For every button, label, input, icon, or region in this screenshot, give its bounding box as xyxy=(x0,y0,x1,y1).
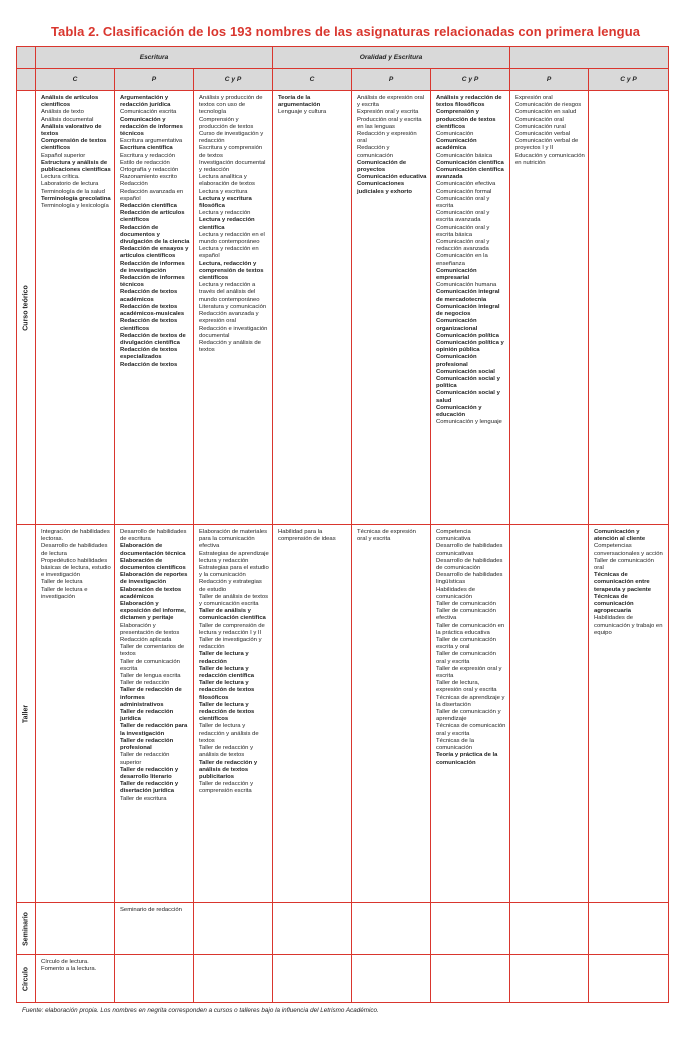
subject-name: Competencias conversacionales y acción xyxy=(594,543,663,557)
subject-name: Taller de redacción xyxy=(120,680,170,687)
subject-name: Comunicación en la enseñanza xyxy=(436,253,488,267)
table-cell xyxy=(273,91,352,525)
subject-name: Taller de investigación y redacción xyxy=(199,637,262,651)
table-cell xyxy=(36,955,115,1003)
subject-name: Comunicaciones judiciales y exhorto xyxy=(357,181,413,195)
subject-name: Redacción científica xyxy=(120,203,177,210)
table-cell xyxy=(510,525,589,903)
subject-name: Redacción de textos de divulgación científica xyxy=(120,332,186,346)
subject-name: Taller de redacción jurídica xyxy=(120,709,174,723)
subject-name: Comunicación integral de mercadotecnia xyxy=(436,289,500,303)
subject-name: Lectura y redacción en español xyxy=(199,246,259,260)
subject-name: Estrategias de aprendizaje lectura y redacción xyxy=(199,550,269,564)
row-label-cell xyxy=(17,903,36,955)
group-header-escritura: Escritura xyxy=(36,47,273,69)
subject-name: Comunicación profesional xyxy=(436,354,477,368)
subject-name: Comunicación social y salud xyxy=(436,390,500,404)
subject-name: Comunicación social xyxy=(436,368,495,375)
subject-name: Literatura y comunicación xyxy=(199,303,267,310)
subject-name: Desarrollo de habilidades de lectura xyxy=(41,543,108,557)
subject-name: Seminario de redacción xyxy=(120,907,182,913)
subject-name: Elaboración y exposición del informe, dictamen y peritaje xyxy=(120,601,186,622)
subject-name: Integración de habilidades lectoras. xyxy=(41,529,110,543)
table-row xyxy=(17,525,669,903)
subject-name: Redacción de informes técnicos xyxy=(120,275,185,289)
classification-table xyxy=(16,46,668,1002)
table-cell xyxy=(194,525,273,903)
subject-name: Redacción de ensayos y artículos científicos xyxy=(120,246,189,260)
subject-name: Taller de lectura y redacción de textos filosóficos xyxy=(199,680,255,701)
subject-name: Técnicas de comunicación entre terapeuta y paciente xyxy=(594,572,651,593)
subheader: P xyxy=(510,69,589,91)
subject-name: Redacción de textos especializados xyxy=(120,347,178,361)
corner-cell xyxy=(17,69,36,91)
subject-name: Laboratorio de lectura xyxy=(41,181,99,188)
subject-name: Taller de redacción profesional xyxy=(120,737,174,752)
subject-name: Redacción y análisis de textos xyxy=(199,339,261,354)
table-cell xyxy=(431,955,510,1003)
subject-name: Redacción de informes de investigación xyxy=(120,260,185,274)
subject-name: Lectura y escritura xyxy=(199,188,248,195)
subject-name: Comunicación científica avanzada xyxy=(436,167,504,181)
subject-name: Lectura y escritura filosófica xyxy=(199,195,252,210)
group-header-empty xyxy=(510,47,669,69)
table-cell xyxy=(352,525,431,903)
table-cell xyxy=(115,525,194,903)
subject-name: Redacción avanzada en español xyxy=(120,188,184,202)
subject-name: Comunicación educativa xyxy=(357,174,427,181)
subject-name: Taller de redacción y análisis de textos xyxy=(199,745,254,759)
table-cell xyxy=(431,91,510,525)
table-row xyxy=(17,91,669,525)
subject-name: Comunicación de proyectos xyxy=(357,159,407,174)
subject-name: Curso de investigación y redacción xyxy=(199,131,264,145)
subject-name: Escritura argumentativa xyxy=(120,138,183,145)
subject-name: Taller de comunicación en la práctica educativa xyxy=(436,622,505,636)
subject-name: Técnicas de comunicación oral y escrita xyxy=(436,723,506,737)
table-cell xyxy=(194,903,273,955)
table-cell xyxy=(352,91,431,525)
subject-name: Comprensión y producción de textos científicos xyxy=(436,109,496,130)
table-title: Tabla 2. Clasificación de los 193 nombres de las asignaturas relacionadas con primera lengua xyxy=(50,24,641,39)
subject-name: Comunicación y educación xyxy=(436,404,482,418)
subject-name: Análisis de expresión oral y escrita xyxy=(357,95,425,109)
subject-name: Comunicación humana xyxy=(436,282,497,289)
subject-name: Estructura y análisis de publicaciones científicas xyxy=(41,159,111,174)
subject-name: Redacción de textos científicos xyxy=(120,318,178,332)
subject-name: Técnicas de comunicación agropecuaria xyxy=(594,593,634,615)
subject-name: Taller de redacción y disertación jurídica xyxy=(120,781,179,795)
table-cell xyxy=(589,903,669,955)
subject-name: Expresión oral y escrita xyxy=(357,109,419,116)
table-cell xyxy=(431,525,510,903)
subject-name: Análisis y redacción de textos filosóficos xyxy=(436,95,502,109)
subject-name: Comunicación y lenguaje xyxy=(436,419,502,426)
subject-name: Taller de lectura e investigación xyxy=(41,586,88,600)
subject-name: Taller de redacción y desarrollo literario xyxy=(120,766,179,780)
row-label: Seminario xyxy=(22,911,30,946)
table-cell xyxy=(589,955,669,1003)
subject-name: Comprensión de textos científicos xyxy=(41,138,107,152)
subject-name: Comunicación integral de negocios xyxy=(436,303,500,318)
subheader: C y P xyxy=(589,69,669,91)
subject-name: Comunicación organizacional xyxy=(436,318,478,332)
table-cell xyxy=(115,955,194,1003)
subject-name: Taller de comunicación escrita y oral xyxy=(436,637,496,651)
subheader: C xyxy=(273,69,352,91)
subject-name: Ortografía y redacción xyxy=(120,167,179,174)
subject-name: Comprensión y producción de textos xyxy=(199,116,254,130)
subject-name: Desarrollo de habilidades de escritura xyxy=(120,529,187,543)
subject-name: Habilidades de comunicación y trabajo en equipo xyxy=(594,615,663,636)
table-cell xyxy=(352,903,431,955)
subject-name: Producción oral y escrita en las lenguas xyxy=(357,116,422,130)
subject-name: Comunicación científica xyxy=(436,159,504,166)
subheader: C xyxy=(36,69,115,91)
row-label-cell xyxy=(17,955,36,1003)
subject-name: Taller de comunicación xyxy=(436,601,496,608)
subject-name: Escritura y comprensión de textos xyxy=(199,145,263,159)
subject-name: Taller de análisis de textos y comunicación escrita xyxy=(199,593,269,608)
table-cell xyxy=(273,525,352,903)
table-cell xyxy=(194,955,273,1003)
subject-name: Técnicas de la comunicación xyxy=(436,737,474,752)
subject-name: Fomento a la lectura. xyxy=(41,966,97,973)
subject-name: Elaboración y presentación de textos xyxy=(120,622,180,636)
subject-name: Taller de lengua escrita xyxy=(120,673,181,680)
subject-name: Técnicas de aprendizaje y la disertación xyxy=(436,694,505,708)
subject-name: Terminología grecolatina xyxy=(41,195,111,202)
table-cell xyxy=(510,91,589,525)
table-cell xyxy=(273,903,352,955)
table-cell xyxy=(115,903,194,955)
table-cell xyxy=(36,903,115,955)
subject-name: Comunicación de riesgos xyxy=(515,102,582,109)
subject-name: Español superior xyxy=(41,152,86,159)
subject-name: Comunicación formal xyxy=(436,188,492,195)
table-cell xyxy=(194,91,273,525)
subject-name: Técnicas de expresión oral y escrita xyxy=(357,529,416,543)
subject-name: Redacción y comunicación xyxy=(357,145,394,159)
subject-name: Análisis y producción de textos con uso de tecnología xyxy=(199,95,263,116)
subject-name: Propedéutico habilidades básicas de lectura, estudio e investigación xyxy=(41,557,111,579)
subject-name: Taller de redacción y análisis de textos publicitarios xyxy=(199,759,258,780)
subject-name: Comunicación política xyxy=(436,332,499,339)
subject-name: Elaboración de materiales para la comunicación efectiva xyxy=(199,529,268,550)
row-label: Taller xyxy=(22,704,30,723)
subject-name: Redacción aplicada xyxy=(120,637,172,644)
subject-name: Comunicación oral y escrita avanzada xyxy=(436,210,490,224)
table-row xyxy=(17,903,669,955)
subject-name: Comunicación rural xyxy=(515,123,566,130)
subject-name: Redacción de documentos y divulgación de la ciencia xyxy=(120,224,190,246)
subject-name: Redacción e investigación documental xyxy=(199,325,268,339)
subheader: C y P xyxy=(431,69,510,91)
table-cell xyxy=(273,955,352,1003)
subject-name: Círculo de lectura. xyxy=(41,959,89,965)
table-cell xyxy=(589,525,669,903)
subject-name: Taller de escritura xyxy=(120,795,167,802)
subject-name: Lectura y redacción a través del análisis del mundo contemporáneo xyxy=(199,282,260,303)
source-footnote: Fuente: elaboración propia. Los nombres en negrita corresponden a cursos o talleres bajo la influencia del Letrismo Académico. xyxy=(22,1007,379,1014)
subject-name: Comunicación y redacción de informes técnicos xyxy=(120,116,183,138)
table-cell xyxy=(510,903,589,955)
subject-name: Taller de redacción de informes administrativos xyxy=(120,687,182,708)
subject-name: Comunicación en salud xyxy=(515,109,577,116)
subject-name: Desarrollo de habilidades comunicativas xyxy=(436,543,503,557)
corner-cell xyxy=(17,47,36,69)
subject-name: Redacción de artículos científicos xyxy=(120,210,185,224)
subject-name: Taller de análisis y comunicación científica xyxy=(199,608,266,622)
table-cell xyxy=(352,955,431,1003)
subject-name: Taller de redacción y comprensión escrita xyxy=(199,781,254,795)
subject-name: Elaboración de textos académicos xyxy=(120,586,182,600)
subject-name: Comunicación oral y escrita básica xyxy=(436,224,490,238)
subject-name: Comunicación escrita xyxy=(120,109,177,116)
table-row xyxy=(17,955,669,1003)
subject-name: Lectura y redacción xyxy=(199,210,251,217)
subject-name: Comunicación oral y escrita xyxy=(436,195,490,210)
subject-name: Taller de redacción superior xyxy=(120,752,170,766)
subject-name: Comunicación efectiva xyxy=(436,181,496,188)
subject-name: Taller de comunicación oral y escrita xyxy=(436,651,496,665)
subject-name: Educación y comunicación en nutrición xyxy=(515,152,585,166)
subject-name: Taller de expresión oral y escrita xyxy=(436,665,502,680)
subject-name: Taller de lectura y redacción científica xyxy=(199,665,255,680)
subheader: C y P xyxy=(194,69,273,91)
row-label: Círculo xyxy=(22,966,30,991)
subject-name: Elaboración de documentación técnica xyxy=(120,543,186,557)
subject-name: Lectura y redacción en el mundo contemporáneo xyxy=(199,231,265,246)
table-cell xyxy=(36,91,115,525)
subject-name: Escritura científica xyxy=(120,145,173,152)
table-cell xyxy=(589,91,669,525)
subject-name: Argumentación y redacción jurídica xyxy=(120,95,171,109)
subject-name: Elaboración de reportes de investigación xyxy=(120,572,188,586)
subject-name: Escritura y redacción xyxy=(120,152,176,159)
subject-name: Redacción avanzada y expresión oral xyxy=(199,311,259,325)
subject-name: Taller de comunicación efectiva xyxy=(436,608,496,622)
subheader: P xyxy=(352,69,431,91)
subject-name: Desarrollo de habilidades lingüísticas xyxy=(436,572,503,586)
subject-name: Redacción de textos académicos xyxy=(120,289,178,303)
subject-name: Taller de lectura xyxy=(41,579,83,586)
subject-name: Teoría de la argumentación xyxy=(278,95,321,109)
subject-name: Habilidad para la comprensión de ideas xyxy=(278,529,336,543)
subject-name: Competencia comunicativa xyxy=(436,529,471,543)
subject-name: Taller de comunicación oral xyxy=(594,557,654,572)
row-label-cell xyxy=(17,525,36,903)
subject-name: Redacción de textos académicos-musicales xyxy=(120,303,185,318)
table-cell xyxy=(431,903,510,955)
table-cell xyxy=(115,91,194,525)
subject-name: Comunicación oral y redacción avanzada xyxy=(436,239,490,253)
subject-name: Redacción y expresión oral xyxy=(357,131,417,145)
subject-name: Análisis documental xyxy=(41,116,94,123)
subject-name: Lectura, redacción y comprensión de textos científicos xyxy=(199,260,264,282)
subject-name: Lectura y redacción científica xyxy=(199,217,255,231)
subject-name: Comunicación y atención al cliente xyxy=(594,529,646,543)
subject-name: Redacción de textos xyxy=(120,361,178,368)
subject-name: Análisis de artículos científicos xyxy=(41,95,99,109)
subject-name: Taller de comunicación escrita xyxy=(120,658,180,672)
subject-name: Lectura crítica. xyxy=(41,174,80,181)
subject-name: Expresión oral xyxy=(515,95,553,101)
subject-name: Desarrollo de habilidades de comunicación xyxy=(436,557,503,572)
subject-name: Taller de redacción para la investigación xyxy=(120,723,188,737)
subject-name: Redacción xyxy=(120,181,148,188)
subject-name: Comunicación básica xyxy=(436,152,493,159)
subject-name: Análisis de texto xyxy=(41,109,84,116)
subject-name: Comunicación verbal xyxy=(515,131,571,138)
subject-name: Terminología y lexicología xyxy=(41,203,109,210)
subject-name: Taller de comprensión de lectura y redacción I y II xyxy=(199,622,265,636)
subject-name: Comunicación verbal de proyectos I y II xyxy=(515,138,579,152)
subject-name: Taller de lectura, expresión oral y escrita xyxy=(436,680,497,694)
row-label: Curso teórico xyxy=(22,284,30,331)
table-cell xyxy=(510,955,589,1003)
subject-name: Taller de comunicación y aprendizaje xyxy=(436,709,501,723)
subject-name: Redacción y estrategias de estudio xyxy=(199,579,262,593)
group-header-oralidad-escritura: Oralidad y Escritura xyxy=(273,47,510,69)
table-cell xyxy=(36,525,115,903)
row-label-cell xyxy=(17,91,36,525)
subject-name: Comunicación académica xyxy=(436,138,477,152)
subject-name: Razonamiento escrito xyxy=(120,174,177,181)
subject-name: Lenguaje y cultura xyxy=(278,109,327,116)
subject-name: Taller de lectura y redacción y análisis de textos xyxy=(199,723,259,744)
subject-name: Comunicación social y política xyxy=(436,375,500,390)
subject-name: Taller de lectura y redacción de textos científicos xyxy=(199,701,255,723)
subject-name: Comunicación oral xyxy=(515,116,564,123)
subject-name: Investigación documental y redacción xyxy=(199,159,266,174)
subject-name: Taller de lectura y redacción xyxy=(199,651,249,665)
subject-name: Análisis valorativo de textos xyxy=(41,123,102,138)
subject-name: Elaboración de documentos científicos xyxy=(120,557,186,572)
subject-name: Habilidades de comunicación xyxy=(436,586,475,600)
subheader: P xyxy=(115,69,194,91)
subject-name: Comunicación política y opinión pública xyxy=(436,339,504,354)
subject-name: Estilo de redacción xyxy=(120,159,170,166)
subject-name: Comunicación xyxy=(436,131,474,138)
subject-name: Lectura analítica y elaboración de textos xyxy=(199,174,255,188)
subject-name: Taller de comentarios de textos xyxy=(120,644,185,658)
subject-name: Estrategias para el estudio y la comunicación xyxy=(199,565,269,579)
subject-name: Comunicación empresarial xyxy=(436,267,477,282)
subject-name: Teoría y práctica de la comunicación xyxy=(436,752,498,766)
subject-name: Terminología de la salud xyxy=(41,188,105,195)
